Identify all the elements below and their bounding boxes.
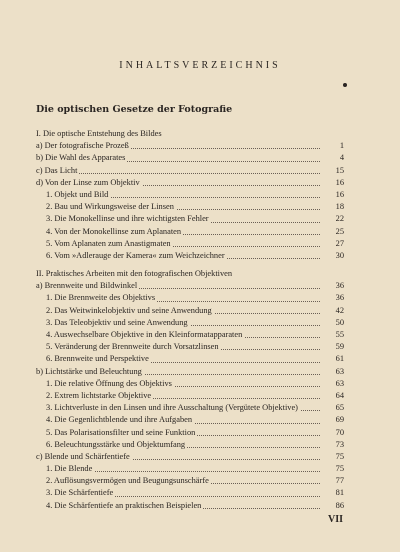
toc-entry-title: 6. Beleuchtungsstärke und Objektumfang	[36, 440, 187, 449]
toc-entry-page: 18	[334, 201, 344, 213]
toc-entry-title: 4. Von der Monokellinse zum Aplanaten	[36, 227, 183, 236]
toc-entry-title: 2. Extrem lichtstarke Objektive	[36, 391, 153, 400]
toc-entry	[36, 128, 344, 140]
toc-entry	[36, 305, 344, 317]
toc-entry-page: 69	[334, 414, 344, 426]
toc-entry-title: b) Die Wahl des Apparates	[36, 153, 126, 163]
toc-entry	[36, 475, 344, 487]
toc-entry-title: 2. Auflösungsvermögen und Beugungsunschärfe	[36, 476, 211, 485]
toc-entry-title: 6. Brennweite und Perspektive	[36, 354, 151, 363]
toc-entry-title: 5. Das Polarisationsfilter und seine Funktion	[36, 428, 197, 437]
toc-entry	[36, 378, 344, 390]
page-title: INHALTSVERZEICHNIS	[119, 60, 281, 71]
toc-entry	[36, 177, 344, 189]
toc-entry-page: 36	[334, 280, 344, 292]
toc-entry	[36, 427, 344, 439]
toc-entry	[36, 414, 344, 426]
toc-entry-page: 63	[334, 366, 344, 378]
toc-entry-title: 3. Die Monokellinse und ihre wichtigsten Fehler	[36, 214, 211, 223]
toc-entry-title: 5. Veränderung der Brennweite durch Vorsatzlinsen	[36, 342, 221, 351]
toc-entry-page: 1	[338, 140, 344, 152]
toc-entry	[36, 268, 344, 280]
toc-entry-page: 4	[338, 152, 344, 164]
toc-entry-title: 4. Die Schärfentiefe an praktischen Beispielen	[36, 501, 203, 510]
toc-entry	[36, 463, 344, 475]
toc-entry-page: 55	[334, 329, 344, 341]
toc-entry-title: 4. Die Gegenlichtblende und ihre Aufgaben	[36, 415, 194, 424]
toc-entry-page: 70	[334, 427, 344, 439]
toc-entry-page: 73	[334, 439, 344, 451]
toc-entry	[36, 366, 344, 378]
toc-entry	[36, 353, 344, 365]
page-number: VII	[327, 514, 343, 525]
toc-entry-title: 1. Die Brennweite des Objektivs	[36, 293, 157, 302]
toc-entry-page: 15	[334, 165, 344, 177]
toc-entry-page: 86	[334, 500, 344, 512]
toc-entry	[36, 487, 344, 499]
toc-entry-title: 3. Das Teleobjektiv und seine Anwendung	[36, 318, 190, 327]
toc-entry	[36, 140, 344, 152]
toc-entry-page: 22	[334, 213, 344, 225]
toc-entry-page: 81	[334, 487, 344, 499]
table-of-contents	[36, 122, 344, 512]
section-heading: Die optischen Gesetze der Fotografie	[36, 104, 233, 115]
toc-entry	[36, 165, 344, 177]
toc-entry-page: 59	[334, 341, 344, 353]
toc-entry-title: 3. Lichtverluste in den Linsen und ihre Ausschaltung (Vergütete Objektive)	[36, 403, 300, 412]
toc-entry	[36, 439, 344, 451]
toc-entry-page: 63	[334, 378, 344, 390]
toc-entry-title: 4. Auswechselbare Objektive in den Kleinformatapparaten	[36, 330, 244, 339]
toc-entry-title: d) Von der Linse zum Objektiv	[36, 177, 140, 187]
toc-entry-page: 61	[334, 353, 344, 365]
toc-entry-page: 42	[334, 305, 344, 317]
toc-entry-page: 16	[334, 177, 344, 189]
toc-entry-title: 2. Das Weitwinkelobjektiv und seine Anwendung	[36, 306, 214, 315]
toc-entry	[36, 213, 344, 225]
toc-entry-page: 77	[334, 475, 344, 487]
toc-entry-page: 30	[334, 250, 344, 262]
toc-entry	[36, 226, 344, 238]
toc-entry-title: c) Das Licht	[36, 165, 78, 175]
toc-entry-title: 5. Vom Aplanaten zum Anastigmaten	[36, 239, 173, 248]
toc-entry-title: a) Der fotografische Prozeß	[36, 141, 129, 151]
toc-entry-page: 65	[334, 402, 344, 414]
toc-entry	[36, 341, 344, 353]
toc-entry-title: c) Blende und Schärfentiefe	[36, 451, 130, 461]
toc-entry	[36, 189, 344, 201]
toc-entry	[36, 238, 344, 250]
toc-entry	[36, 500, 344, 512]
toc-entry	[36, 250, 344, 262]
toc-entry	[36, 329, 344, 341]
toc-entry	[36, 201, 344, 213]
toc-entry	[36, 292, 344, 304]
toc-entry-title: 1. Objekt und Bild	[36, 190, 110, 199]
toc-entry-title: 1. Die relative Öffnung des Objektivs	[36, 379, 174, 388]
toc-entry-page: 25	[334, 226, 344, 238]
toc-entry-page: 27	[334, 238, 344, 250]
toc-entry	[36, 280, 344, 292]
toc-entry-title: 3. Die Schärfentiefe	[36, 488, 115, 497]
toc-entry-page: 75	[334, 451, 344, 463]
toc-entry-title: b) Lichtstärke und Beleuchtung	[36, 366, 142, 376]
toc-entry	[36, 152, 344, 164]
toc-entry-page: 16	[334, 189, 344, 201]
toc-entry	[36, 451, 344, 463]
decorative-dot	[343, 83, 347, 87]
toc-entry-title: II. Praktisches Arbeiten mit den fotografischen Objektiven	[36, 269, 233, 279]
toc-entry	[36, 390, 344, 402]
toc-entry-page: 36	[334, 292, 344, 304]
toc-entry-page: 64	[334, 390, 344, 402]
toc-entry-title: 2. Bau und Wirkungsweise der Linsen	[36, 202, 176, 211]
toc-entry-title: 6. Vom »Adlerauge der Kamera« zum Weichzeichner	[36, 251, 227, 260]
toc-entry	[36, 317, 344, 329]
toc-entry-title: 1. Die Blende	[36, 464, 94, 473]
toc-entry-page: 50	[334, 317, 344, 329]
toc-entry	[36, 402, 344, 414]
toc-entry-page: 75	[334, 463, 344, 475]
toc-entry-title: a) Brennweite und Bildwinkel	[36, 281, 138, 291]
toc-entry-title: I. Die optische Entstehung des Bildes	[36, 129, 162, 138]
